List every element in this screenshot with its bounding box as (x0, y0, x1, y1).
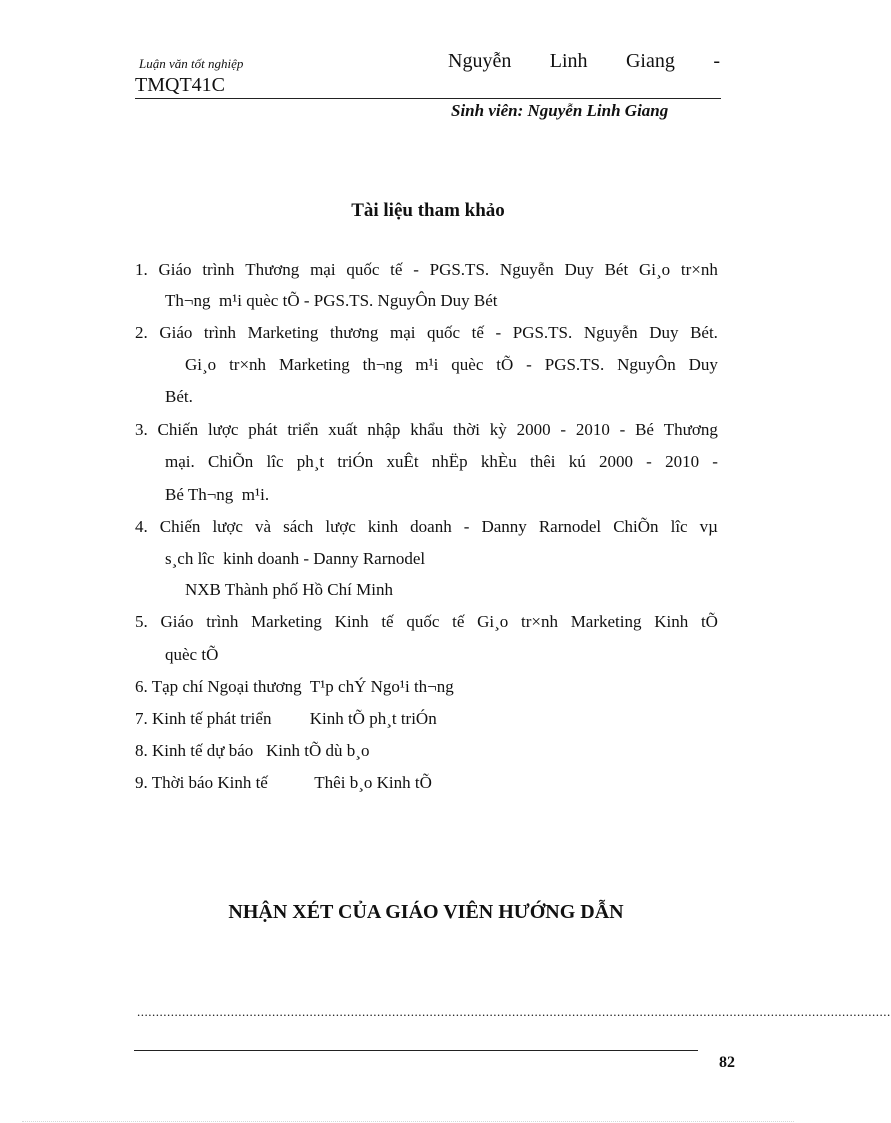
reference-word: quốc (427, 323, 461, 342)
reference-word: Giáo (158, 260, 192, 279)
reference-word: ph¸t (296, 452, 325, 471)
reference-word: quèc (451, 355, 484, 374)
reference-word: Bét. (165, 387, 193, 406)
reference-word: ChiÕn (207, 452, 254, 471)
reference-word: trình (202, 260, 235, 279)
reference-word: doanh (410, 517, 452, 536)
reference-word: Chiến (157, 420, 199, 439)
reference-word: 2000 (516, 420, 551, 439)
reference-word: 1. (135, 260, 148, 279)
reference-line (135, 420, 718, 440)
reference-line (135, 260, 718, 280)
reference-word: - (619, 420, 626, 439)
reference-word: mại (389, 323, 416, 342)
reference-word: PGS.TS. (544, 355, 605, 374)
reference-word: 2010 (665, 452, 700, 471)
class-code: TMQT41C (135, 74, 225, 96)
reference-word: Thương (245, 260, 300, 279)
reference-word: Bé Th¬ng m¹i. (165, 485, 270, 504)
reference-word: phát (248, 420, 278, 439)
reference-word: Giáo (160, 612, 194, 631)
reference-word: 2. (135, 323, 148, 342)
reference-word: lược (212, 517, 243, 536)
reference-word: 3. (135, 420, 148, 439)
author-word: Linh (549, 50, 588, 72)
reference-word: kỳ (489, 420, 507, 439)
header-divider (135, 98, 721, 99)
review-title: NHẬN XÉT CỦA GIÁO VIÊN HƯỚNG DẪN (228, 901, 624, 923)
reference-word: tế (471, 323, 484, 342)
references-title: Tài liệu tham khảo (351, 200, 505, 221)
dotted-answer-line: ......................................................................................................................................................................................................... (137, 1004, 891, 1019)
reference-word: - (413, 260, 419, 279)
reference-word: Chiến (159, 517, 201, 536)
reference-line (165, 291, 497, 311)
reference-word: khẩu (410, 420, 444, 439)
reference-word: tr×nh (680, 260, 718, 279)
reference-word: Nguyễn (583, 323, 638, 342)
reference-word: m¹i (415, 355, 439, 374)
reference-word: xuất (328, 420, 358, 439)
reference-word: 2010 (575, 420, 610, 439)
reference-word: quốc (406, 612, 440, 631)
author-word: Giang (625, 50, 675, 72)
reference-word: Th¬ng m¹i quèc tÕ - PGS.TS. NguyÔn Duy Bét (165, 291, 498, 310)
reference-word: sách (283, 517, 314, 536)
reference-word: - (526, 355, 532, 374)
reference-word: nhập (367, 420, 401, 439)
thesis-label: Luận văn tốt nghiệp (139, 56, 244, 71)
reference-word: nhËp (431, 452, 468, 471)
student-name: Sinh viên: Nguyễn Linh Giang (451, 101, 669, 120)
reference-word: tr×nh (520, 612, 558, 631)
reference-line (135, 677, 454, 697)
reference-word: Bé (635, 420, 654, 439)
reference-word: Marketing (251, 612, 322, 631)
reference-word: xuÊt (386, 452, 419, 471)
reference-word: Kinh (334, 612, 369, 631)
reference-word: 4. (135, 517, 148, 536)
reference-line (135, 773, 432, 793)
reference-word: 2000 (598, 452, 633, 471)
reference-word: 9. Thời báo Kinh tế Thêi b¸o Kinh tÕ (135, 773, 432, 792)
reference-word: thương (329, 323, 379, 342)
reference-line (165, 452, 718, 472)
reference-line (165, 387, 193, 407)
reference-word: NXB Thành phố Hồ Chí Minh (185, 580, 393, 599)
reference-word: Gi¸o (185, 355, 217, 374)
reference-word: Bét (604, 260, 629, 279)
reference-word: Giáo (159, 323, 193, 342)
reference-line (185, 580, 393, 600)
reference-word: tế (452, 612, 465, 631)
reference-word: thời (453, 420, 480, 439)
reference-word: triển (287, 420, 319, 439)
reference-word: vµ (699, 517, 718, 536)
reference-line (135, 517, 718, 537)
reference-line (135, 323, 718, 343)
footer-divider (134, 1050, 698, 1051)
author-word: Nguyễn (448, 50, 512, 72)
reference-line (135, 741, 369, 761)
reference-word: NguyÔn (617, 355, 676, 374)
reference-word: Duy (564, 260, 594, 279)
reference-word: Duy (649, 323, 679, 342)
reference-word: PGS.TS. (512, 323, 573, 342)
reference-word: triÓn (337, 452, 374, 471)
reference-word: tr×nh (229, 355, 267, 374)
reference-word: mại (310, 260, 336, 279)
reference-word: và (254, 517, 272, 536)
reference-line (165, 645, 218, 665)
reference-word: Marketing (278, 355, 350, 374)
reference-word: lîc (266, 452, 284, 471)
reference-line (135, 709, 437, 729)
reference-word: Bét. (690, 323, 718, 342)
reference-word: - (560, 420, 567, 439)
reference-line (185, 355, 718, 375)
reference-word: - (495, 323, 502, 342)
reference-word: Thương (663, 420, 718, 439)
reference-word: - (646, 452, 652, 471)
page-edge-dots (22, 1121, 794, 1122)
author-word: - (713, 50, 720, 72)
reference-word: Gi¸o (638, 260, 671, 279)
reference-word: thêi (530, 452, 556, 471)
reference-word: khÈu (480, 452, 517, 471)
reference-word: 6. Tạp chí Ngoại thương T¹p chÝ Ngo¹i th¬ng (135, 677, 454, 696)
reference-word: Kinh (654, 612, 689, 631)
reference-word: kinh (367, 517, 399, 536)
reference-word: Nguyễn (499, 260, 554, 279)
reference-word: quốc (346, 260, 380, 279)
reference-word: trình (206, 612, 239, 631)
reference-word: s¸ch lîc kinh doanh - Danny Rarnodel (165, 549, 426, 568)
reference-word: 8. Kinh tế dự báo Kinh tÕ dù b¸o (135, 741, 370, 760)
reference-word: trình (203, 323, 237, 342)
reference-word: - (712, 452, 718, 471)
reference-word: ChiÕn (613, 517, 659, 536)
reference-word: Marketing (570, 612, 642, 631)
reference-word: Danny (481, 517, 527, 536)
reference-word: Marketing (247, 323, 319, 342)
reference-word: lược (207, 420, 239, 439)
reference-line (165, 485, 269, 505)
reference-word: 5. (135, 612, 148, 631)
reference-word: tế (390, 260, 403, 279)
reference-word: tế (381, 612, 394, 631)
reference-word: lîc (670, 517, 688, 536)
reference-word: Gi¸o (477, 612, 509, 631)
reference-word: quèc tÕ (165, 645, 219, 664)
reference-word: PGS.TS. (429, 260, 490, 279)
reference-word: - (463, 517, 470, 536)
reference-word: mại. (165, 452, 195, 471)
reference-word: Rarnodel (538, 517, 602, 536)
reference-line (165, 549, 425, 569)
reference-word: lược (325, 517, 356, 536)
author-name (448, 50, 720, 73)
reference-word: th¬ng (362, 355, 403, 374)
page-number: 82 (719, 1054, 735, 1071)
reference-word: 7. Kinh tế phát triển Kinh tÕ ph¸t triÓn (135, 709, 437, 728)
reference-word: Duy (688, 355, 718, 374)
reference-line (135, 612, 718, 632)
reference-word: kú (568, 452, 586, 471)
reference-word: tÕ (496, 355, 514, 374)
reference-word: tÕ (700, 612, 718, 631)
